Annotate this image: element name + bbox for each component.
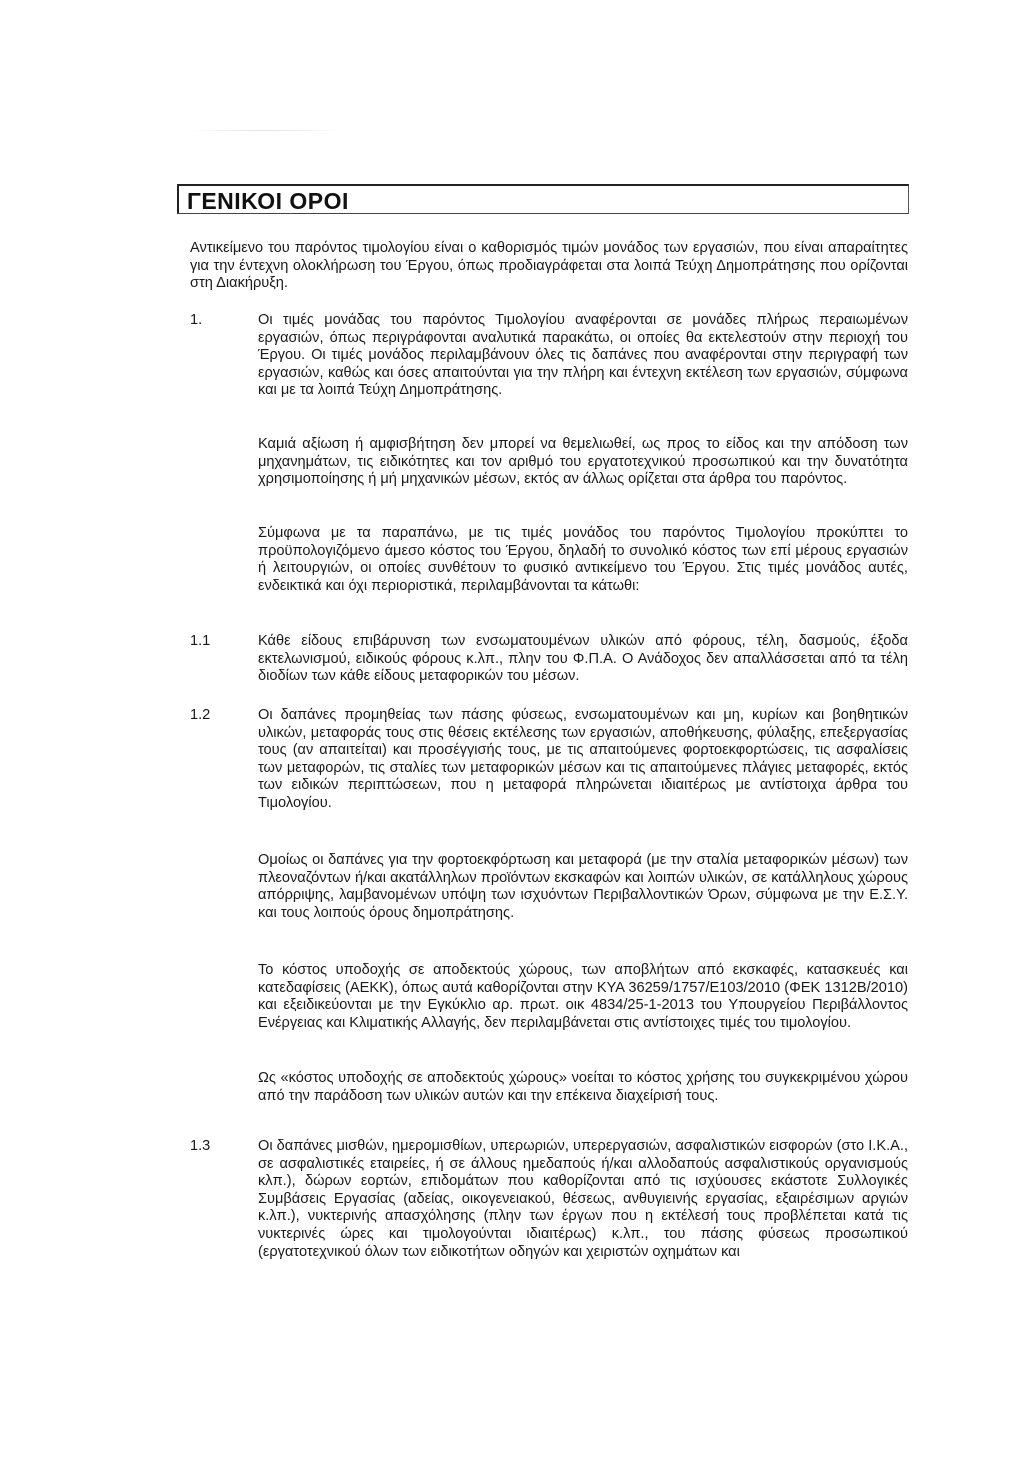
intro-paragraph: Αντικείμενο του παρόντος τιμολογίου είναι ο καθορισμός τιμών μονάδος των εργασιών, που είναι απαραίτητες για την έντεχνη ολοκλήρωση του Έργου, όπως προδιαγράφεται στα λοιπά Τεύχη Δημοπράτησης που ορίζονται στη Διακήρυξη.: [190, 240, 908, 292]
section-paragraph: Οι τιμές μονάδας του παρόντος Τιμολογίου αναφέρονται σε μονάδες πλήρως περαιωμένων εργασιών, όπως περιγράφονται αναλυτικά παρακάτω, οι οποίες θα εκτελεστούν στην περιοχή του Έργου. Οι τιμές μονάδος περιλαμβάνουν όλες τις δαπάνες που αναφέρονται στην περιγραφή των εργασιών, καθώς και όσες απαιτούνται για την πλήρη και έντεχνη εκτέλεση των εργασιών, σύμφωνα και με τα λοιπά Τεύχη Δημοπράτησης.: [258, 312, 908, 399]
section-paragraph: Σύμφωνα με τα παραπάνω, με τις τιμές μονάδος του παρόντος Τιμολογίου προκύπτει το προϋπολογιζόμενο άμεσο κόστος του Έργου, δηλαδή το συνολικό κόστος των επί μέρους εργασιών ή λειτουργιών, οι οποίες συνθέτουν το φυσικό αντικείμενο του Έργου. Στις τιμές μονάδος αυτές, ενδεικτικά και όχι περιοριστικά, περιλαμβάνονται τα κάτωθι:: [258, 525, 908, 594]
section-paragraph: Το κόστος υποδοχής σε αποδεκτούς χώρους, των αποβλήτων από εκσκαφές, κατασκευές και κατεδαφίσεις (ΑΕΚΚ), όπως αυτά καθορίζονται στην ΚΥΑ 36259/1757/Ε103/2010 (ΦΕΚ 1312Β/2010) και εξειδικεύονται με την Εγκύκλιο αρ. πρωτ. οικ 4834/25-1-2013 του Υπουργείου Περιβάλλοντος Ενέργειας και Κλιματικής Αλλαγής, δεν περιλαμβάνεται στις αντίστοιχες τιμές του τιμολογίου.: [258, 962, 908, 1031]
section-paragraph: Οι δαπάνες προμηθείας των πάσης φύσεως, ενσωματουμένων και μη, κυρίων και βοηθητικών υλικών, μεταφοράς τους στις θέσεις εκτέλεσης των εργασιών, αποθήκευσης, φύλαξης, επεξεργασίας τους (αν απαιτείται) και προσέγγισής τους, με τις απαιτούμενες φορτοεκφορτώσεις, τις ασφαλίσεις των μεταφορών, τις σταλίες των μεταφορικών μέσων και τις απαιτούμενες πλάγιες μεταφορές, εκτός των ειδικών περιπτώσεων, που η μεταφορά πληρώνεται ιδιαιτέρως με αντίστοιχα άρθρα του Τιμολογίου.: [258, 707, 908, 811]
section-heading: ΓΕΝΙΚΟΙ ΟΡΟΙ: [187, 188, 349, 214]
section-paragraph: Οι δαπάνες μισθών, ημερομισθίων, υπερωριών, υπερεργασιών, ασφαλιστικών εισφορών (στο Ι.Κ.Α., σε ασφαλιστικές εταιρείες, ή σε άλλους ημεδαπούς ή/και αλλοδαπούς ασφαλιστικούς οργανισμούς κλπ.), δώρων εορτών, επιδομάτων που καθορίζονται από τις ισχύουσες εκάστοτε Συλλογικές Συμβάσεις Εργασίας (αδείας, οικογενειακού, θέσεως, ανθυγιεινής εργασίας, εξαιρέσιμων αργιών κ.λπ.), νυκτερινής απασχόλησης (πλην των έργων που η εκτέλεσή τους προβλέπεται κατά τις νυκτερινές ώρες και τιμολογούνται ιδιαιτέρως) κ.λπ., του πάσης φύσεως προσωπικού (εργατοτεχνικού όλων των ειδικοτήτων οδηγών και χειριστών οχημάτων και: [258, 1138, 908, 1260]
section-number: 1.2: [190, 707, 211, 723]
scan-smudge: [190, 130, 340, 131]
section-paragraph: Ομοίως οι δαπάνες για την φορτοεκφόρτωση και μεταφορά (με την σταλία μεταφορικών μέσων) των πλεοναζόντων ή/και ακατάλληλων προϊόντων εκσκαφών και λοιπών υλικών, σε κατάλληλους χώρους απόρριψης, λαμβανομένων υπόψη των ισχυόντων Περιβαλλοντικών Όρων, σύμφωνα με την Ε.Σ.Υ. και τους λοιπούς όρους δημοπράτησης.: [258, 852, 908, 921]
section-paragraph: Κάθε είδους επιβάρυνση των ενσωματουμένων υλικών από φόρους, τέλη, δασμούς, έξοδα εκτελωνισμού, ειδικούς φόρους κ.λπ., πλην του Φ.Π.Α. Ο Ανάδοχος δεν απαλλάσσεται από τα τέλη διοδίων των κάθε είδους μεταφορικών του μέσων.: [258, 633, 908, 685]
section-number: 1.: [190, 312, 203, 328]
section-number: 1.1: [190, 633, 211, 649]
section-paragraph: Καμιά αξίωση ή αμφισβήτηση δεν μπορεί να θεμελιωθεί, ως προς το είδος και την απόδοση των μηχανημάτων, τις ειδικότητες και τον αριθμό του εργατοτεχνικού προσωπικού και την δυνατότητα χρησιμοποίησης ή μή μηχανικών μέσων, εκτός αν άλλως ορίζεται στα άρθρα του παρόντος.: [258, 436, 908, 488]
section-paragraph: Ως «κόστος υποδοχής σε αποδεκτούς χώρους» νοείται το κόστος χρήσης του συγκεκριμένου χώρου από την παράδοση των υλικών αυτών και την επέκεινα διαχείρισή τους.: [258, 1070, 908, 1104]
section-number: 1.3: [190, 1138, 211, 1154]
